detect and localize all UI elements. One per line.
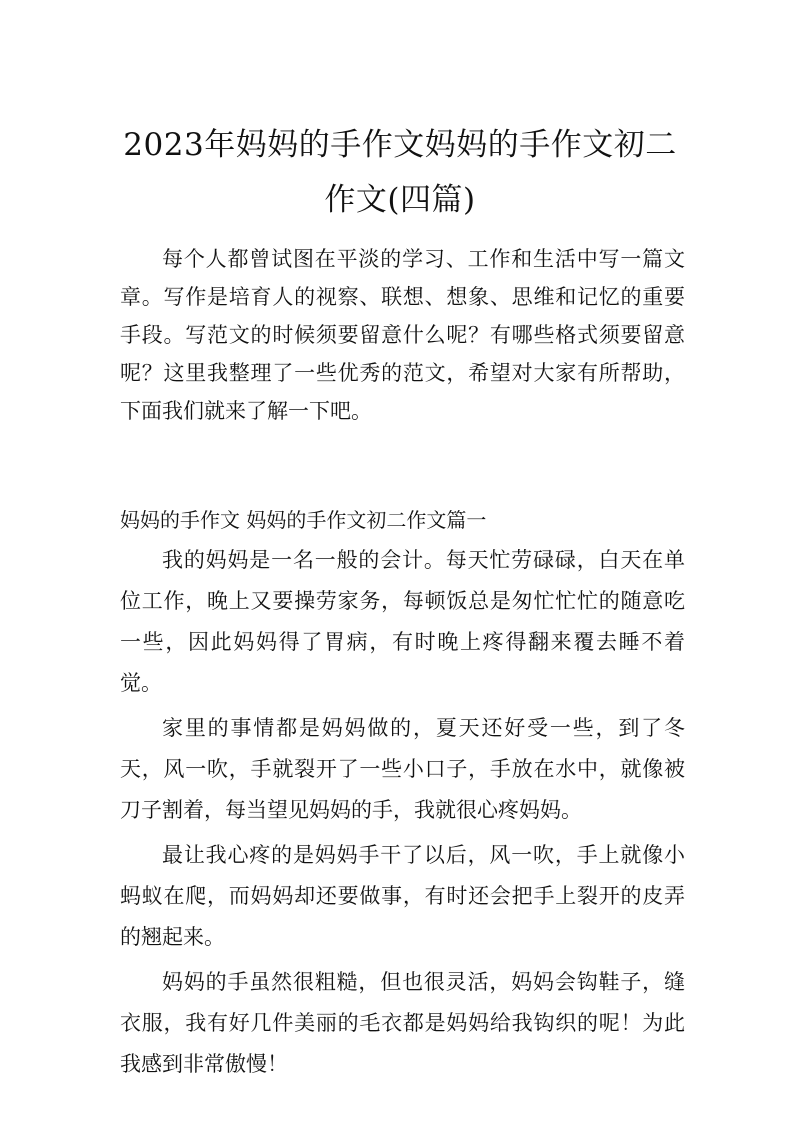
document-title: 2023年妈妈的手作文妈妈的手作文初二作文(四篇)	[123, 127, 677, 218]
section-heading: 妈妈的手作文 妈妈的手作文初二作文篇一	[120, 508, 487, 532]
essay-paragraph: 妈妈的手虽然很粗糙，但也很灵活，妈妈会钩鞋子，缝衣服，我有好几件美丽的毛衣都是妈妈给我钩织的呢！为此我感到非常傲慢！	[120, 970, 685, 1076]
essay-body	[120, 540, 685, 1089]
essay-paragraph: 我的妈妈是一名一般的会计。每天忙劳碌碌，白天在单位工作，晚上又要操劳家务，每顿饭总是匆忙忙忙的随意吃一些，因此妈妈得了胃病，有时晚上疼得翻来覆去睡不着觉。	[120, 548, 685, 695]
essay-paragraph: 家里的事情都是妈妈做的，夏天还好受一些，到了冬天，风一吹，手就裂开了一些小口子，手放在水中，就像被刀子割着，每当望见妈妈的手，我就很心疼妈妈。	[120, 716, 685, 822]
intro-paragraph: 每个人都曾试图在平淡的学习、工作和生活中写一篇文章。写作是培育人的视察、联想、想象、思维和记忆的重要手段。写范文的时候须要留意什么呢？有哪些格式须要留意呢？这里我整理了一些优秀的范文，希望对大家有所帮助，下面我们就来了解一下吧。	[120, 247, 685, 423]
essay-paragraph: 最让我心疼的是妈妈手干了以后，风一吹，手上就像小蚂蚁在爬，而妈妈却还要做事，有时还会把手上裂开的皮弄的翘起来。	[120, 843, 685, 949]
